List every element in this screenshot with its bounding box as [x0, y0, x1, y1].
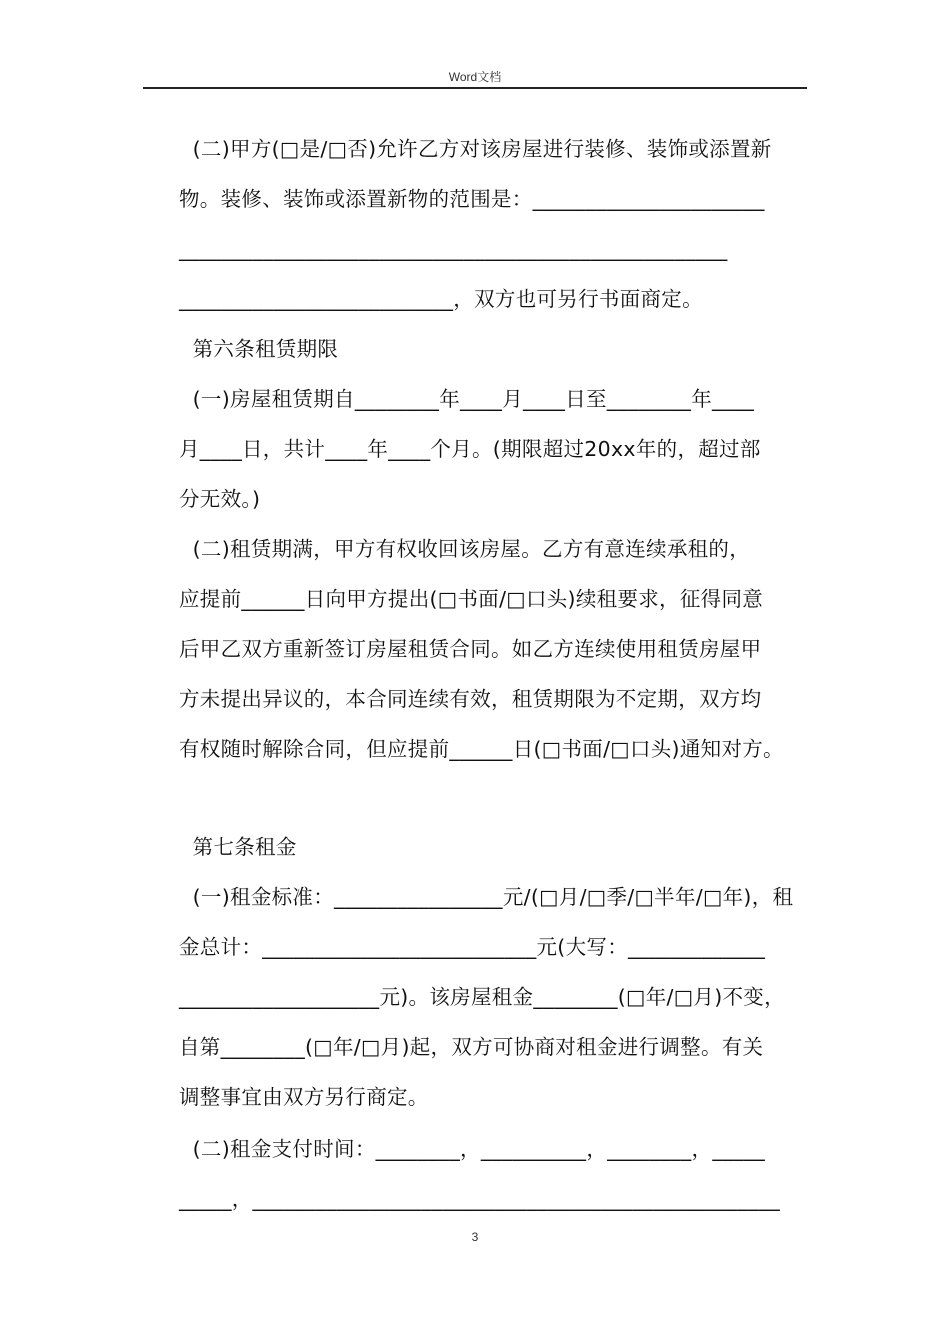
- paragraph-line: (二)租金支付时间：________，__________，________，_____: [179, 1137, 766, 1161]
- paragraph-line: (二)甲方(□是/□否)允许乙方对该房屋进行装修、装饰或添置新: [179, 137, 772, 161]
- paragraph-line: (二)租赁期满，甲方有权收回该房屋。乙方有意连续承租的，: [179, 537, 751, 561]
- paragraph-line: 物。装修、装饰或添置新物的范围是：______________________: [179, 187, 765, 211]
- paragraph-line: (一)房屋租赁期自________年____月____日至________年____: [179, 387, 755, 411]
- section-heading-article-7: 第七条租金: [179, 835, 297, 859]
- page-number: 3: [471, 1230, 479, 1244]
- paragraph-line: (一)租金标准：________________元/(□月/□季/□半年/□年)，租: [179, 885, 794, 909]
- paragraph-line: 分无效。): [179, 487, 261, 511]
- paragraph-line: ____________________________________________________: [179, 237, 728, 261]
- paragraph-line: 调整事宜由双方另行商定。: [179, 1085, 429, 1109]
- page-header: Word文档: [448, 70, 502, 84]
- paragraph-line: ___________________元)。该房屋租金________(□年/□月)不变，: [179, 985, 785, 1009]
- paragraph-line: 方未提出异议的，本合同连续有效，租赁期限为不定期，双方均: [179, 687, 762, 711]
- paragraph-line: 应提前______日向甲方提出(□书面/□口头)续租要求，征得同意: [179, 587, 764, 611]
- paragraph-line: 自第________(□年/□月)起，双方可协商对租金进行调整。有关: [179, 1035, 764, 1059]
- paragraph-line: _____，__________________________________________________: [179, 1187, 781, 1211]
- header-divider: [143, 87, 807, 89]
- section-heading-article-6: 第六条租赁期限: [179, 337, 339, 361]
- paragraph-line: 月____日，共计____年____个月。(期限超过20xx年的，超过部: [179, 437, 761, 461]
- paragraph-line: __________________________，双方也可另行书面商定。: [179, 287, 703, 311]
- paragraph-line: 后甲乙双方重新签订房屋租赁合同。如乙方连续使用租赁房屋甲: [179, 637, 762, 661]
- paragraph-line: 有权随时解除合同，但应提前______日(□书面/□口头)通知对方。: [179, 737, 784, 761]
- paragraph-line: 金总计：__________________________元(大写：_____________: [179, 935, 766, 959]
